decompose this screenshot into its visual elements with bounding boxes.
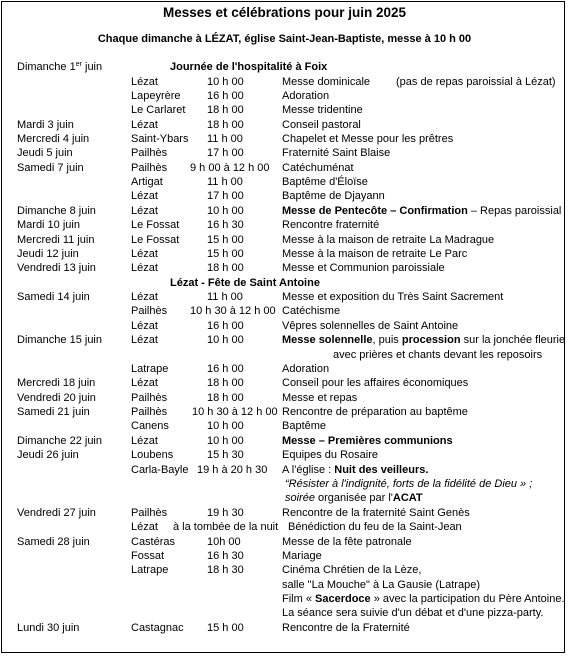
schedule-event-cell: Chapelet et Messe pour les prêtres [282, 133, 454, 145]
schedule-event-cell: Messe à la maison de retraite Le Parc [282, 248, 468, 260]
text-fragment: A l'église : [282, 464, 335, 476]
schedule-event-cell [282, 205, 561, 218]
schedule-date-cell: Latrape [131, 363, 169, 375]
schedule-time-cell: 17 h 00 [207, 147, 244, 159]
schedule-place-cell: Pailhès [131, 392, 168, 404]
schedule-event-cell: Messe à la maison de retraite La Madrague [282, 234, 495, 246]
schedule-time-cell: 11 h 00 [207, 291, 243, 303]
schedule-time-cell: Cinéma Chrétien de la Lèze, [282, 564, 422, 576]
text-fragment: » avec la participation du Père Antoine. [370, 593, 565, 605]
schedule-date-cell: Jeudi 12 juin [17, 248, 79, 260]
schedule-date-cell: Samedi 21 juin [17, 406, 90, 418]
schedule-place-cell: 10 h 00 [207, 420, 244, 432]
schedule-date-cell [282, 593, 565, 606]
schedule-event-cell: Messe et Communion paroissiale [282, 262, 445, 274]
schedule-place-cell: Le Fossat [131, 234, 180, 246]
schedule-time-cell: 10 h 00 [207, 435, 244, 447]
schedule-place-cell: Lézat [131, 119, 158, 131]
schedule-time-cell: Catéchisme [282, 305, 341, 317]
schedule-place-cell [170, 61, 327, 74]
schedule-time-cell: Baptême d'Éloïse [282, 176, 368, 188]
text-fragment: Sacerdoce [315, 593, 371, 605]
schedule-date-cell: Artigat [131, 176, 163, 188]
schedule-date-cell [17, 61, 102, 74]
schedule-place-cell: 16 h 00 [207, 90, 244, 102]
text-fragment: Film « [282, 593, 315, 605]
schedule-place-cell: 16 h 00 [207, 363, 244, 375]
schedule-place-cell: Pailhès [131, 406, 168, 418]
schedule-time-cell: Baptême de Djayann [282, 190, 385, 202]
schedule-event-cell: Rencontre de préparation au baptême [282, 406, 468, 418]
text-fragment: procession [401, 334, 461, 346]
schedule-place-cell: 18 h 00 [207, 104, 244, 116]
schedule-date-cell: Dimanche 8 juin [17, 205, 96, 217]
schedule-event-cell [282, 334, 565, 347]
schedule-place-cell: Lézat [131, 377, 158, 389]
schedule-date-cell: Carla-Bayle [131, 464, 189, 476]
schedule-event-cell: Messe de la fête patronale [282, 536, 412, 548]
schedule-place-cell: Lézat [131, 248, 158, 260]
schedule-place-cell: Pailhès [131, 147, 168, 159]
schedule-time-cell: 10h 00 [207, 536, 241, 548]
schedule-place-cell: à la tombée de la nuit [173, 521, 279, 533]
schedule-place-cell: 10 h 30 à 12 h 00 [190, 305, 276, 317]
schedule-time-cell [282, 464, 428, 477]
schedule-time-cell: 9 h 00 à 12 h 00 [190, 162, 270, 174]
schedule-date-cell: Samedi 7 juin [17, 162, 84, 174]
schedule-time-cell: Vêpres solennelles de Saint Antoine [282, 320, 459, 332]
schedule-date-cell: Mercredi 18 juin [17, 377, 96, 389]
schedule-time-cell: 18 h 00 [207, 119, 244, 131]
schedule-place-cell: 16 h 00 [207, 320, 244, 332]
schedule-place-cell: Castagnac [131, 622, 184, 634]
schedule-place-cell: Saint-Ybars [131, 133, 189, 145]
schedule-date-cell: Vendredi 20 juin [17, 392, 96, 404]
schedule-time-cell: 18 h 00 [207, 262, 244, 274]
schedule-date-cell: Mardi 3 juin [17, 119, 74, 131]
schedule-date-cell: Lézat [131, 76, 158, 88]
schedule-date-cell: La séance sera suivie d'un débat et d'une pizza-party. [282, 607, 544, 619]
schedule-date-cell: Pailhès [131, 305, 168, 317]
schedule-date-cell: Lézat - Fête de Saint Antoine [170, 277, 320, 289]
schedule-time-cell: Messe dominicale [282, 76, 371, 88]
schedule-time-cell: Mariage [282, 550, 322, 562]
text-fragment: soirée [285, 492, 315, 504]
schedule-date-cell: Jeudi 5 juin [17, 147, 73, 159]
schedule-place-cell: Lézat [131, 334, 158, 346]
schedule-date-cell: Canens [131, 420, 169, 432]
schedule-event-cell: Messe et exposition du Très Saint Sacrement [282, 291, 504, 303]
text-fragment: – Repas paroissial [467, 205, 562, 217]
schedule-place-cell: 11 h 00 [207, 176, 243, 188]
text-fragment: er [75, 61, 82, 68]
schedule-event-cell: Catéchuménat [282, 162, 354, 174]
schedule-event-cell: Rencontre fraternité [282, 219, 380, 231]
text-fragment: , puis [372, 334, 402, 346]
schedule-date-cell: Samedi 28 juin [17, 536, 90, 548]
document-subtitle: Chaque dimanche à LÉZAT, église Saint-Jean-Baptiste, messe à 10 h 00 [97, 33, 472, 45]
schedule-event-cell: Rencontre de la Fraternité [282, 622, 410, 634]
schedule-time-cell: 15 h 00 [207, 234, 244, 246]
schedule-time-cell: 18 h 00 [207, 392, 244, 404]
schedule-place-cell: Pailhès [131, 507, 168, 519]
schedule-event-cell: Rencontre de la fraternité Saint Genès [282, 507, 470, 519]
text-fragment: Messe solennelle [282, 334, 373, 346]
schedule-time-cell: 19 h 30 [207, 507, 244, 519]
schedule-place-cell: 17 h 00 [207, 190, 244, 202]
schedule-place-cell: Lézat [131, 435, 158, 447]
schedule-event-cell: Equipes du Rosaire [282, 449, 379, 461]
schedule-place-cell: Le Fossat [131, 219, 180, 231]
schedule-date-cell: Vendredi 27 juin [17, 507, 96, 519]
schedule-time-cell: Adoration [282, 90, 330, 102]
schedule-place-cell: 19 h à 20 h 30 [197, 464, 268, 476]
schedule-date-cell: Lapeyrère [131, 90, 181, 102]
text-fragment: organisée par l' [314, 492, 393, 504]
text-fragment: Dimanche 1 [17, 61, 76, 73]
schedule-time-cell: Bénédiction du feu de la Saint-Jean [288, 521, 462, 533]
schedule-time-cell: 11 h 00 [207, 133, 243, 145]
schedule-time-cell: Adoration [282, 363, 330, 375]
schedule-date-cell: Lundi 30 juin [17, 622, 80, 634]
schedule-date-cell: Mercredi 11 juin [17, 234, 95, 246]
schedule-time-cell: 15 h 00 [207, 248, 244, 260]
schedule-date-cell: Lézat [131, 320, 158, 332]
schedule-time-cell: 10 h 00 [207, 205, 244, 217]
schedule-time-cell: Messe tridentine [282, 104, 363, 116]
schedule-date-cell: salle "La Mouche" à La Gausie (Latrape) [282, 579, 480, 591]
schedule-event-cell: (pas de repas paroissial à Lézat) [396, 76, 556, 88]
schedule-place-cell: 18 h 30 [207, 564, 244, 576]
schedule-place-cell: Castéras [131, 536, 176, 548]
text-fragment: juin [81, 61, 103, 73]
schedule-event-cell: Conseil pour les affaires économiques [282, 377, 469, 389]
schedule-date-cell: Vendredi 13 juin [17, 262, 96, 274]
schedule-date-cell: avec prières et chants devant les reposoirs [333, 349, 543, 361]
schedule-place-cell: 16 h 30 [207, 550, 244, 562]
schedule-time-cell: 10 h 30 à 12 h 00 [192, 406, 278, 418]
text-fragment: ACAT [392, 492, 423, 504]
schedule-date-cell: Lézat [131, 521, 158, 533]
schedule-date-cell: Mardi 10 juin [17, 219, 80, 231]
schedule-date-cell: “Résister à l'indignité, forts de la fidélité de Dieu » ; [285, 478, 533, 490]
schedule-event-cell: Messe – Premières communions [282, 435, 453, 447]
text-fragment: sur la jonchée fleurie [460, 334, 566, 346]
schedule-date-cell [285, 492, 423, 505]
schedule-place-cell: Lézat [131, 291, 158, 303]
schedule-date-cell: Dimanche 15 juin [17, 334, 102, 346]
schedule-place-cell: Pailhès [131, 162, 168, 174]
schedule-time-cell: 15 h 30 [207, 449, 244, 461]
schedule-date-cell: Latrape [131, 564, 169, 576]
schedule-time-cell: 10 h 00 [207, 334, 244, 346]
document-title: Messes et célébrations pour juin 2025 [162, 5, 407, 20]
schedule-time-cell: 15 h 00 [207, 622, 244, 634]
text-fragment: Nuit des veilleurs. [334, 464, 429, 476]
schedule-time-cell: 16 h 30 [207, 219, 244, 231]
schedule-date-cell: Fossat [131, 550, 165, 562]
schedule-time-cell: Baptême [282, 420, 327, 432]
schedule-date-cell: Samedi 14 juin [17, 291, 90, 303]
schedule-date-cell: Mercredi 4 juin [17, 133, 90, 145]
schedule-date-cell: Le Carlaret [131, 104, 186, 116]
schedule-place-cell: Lézat [131, 205, 158, 217]
schedule-place-cell: Loubens [131, 449, 174, 461]
schedule-time-cell: 18 h 00 [207, 377, 244, 389]
text-fragment: Messe de Pentecôte – Confirmation [282, 205, 468, 217]
text-fragment: Journée de l'hospitalité à Foix [170, 61, 328, 73]
schedule-place-cell: Lézat [131, 262, 158, 274]
schedule-event-cell: Conseil pastoral [282, 119, 361, 131]
schedule-date-cell: Lézat [131, 190, 158, 202]
schedule-event-cell: Messe et repas [282, 392, 358, 404]
schedule-date-cell: Jeudi 26 juin [17, 449, 79, 461]
schedule-event-cell: Fraternité Saint Blaise [282, 147, 391, 159]
schedule-place-cell: 10 h 00 [207, 76, 244, 88]
schedule-date-cell: Dimanche 22 juin [17, 435, 102, 447]
